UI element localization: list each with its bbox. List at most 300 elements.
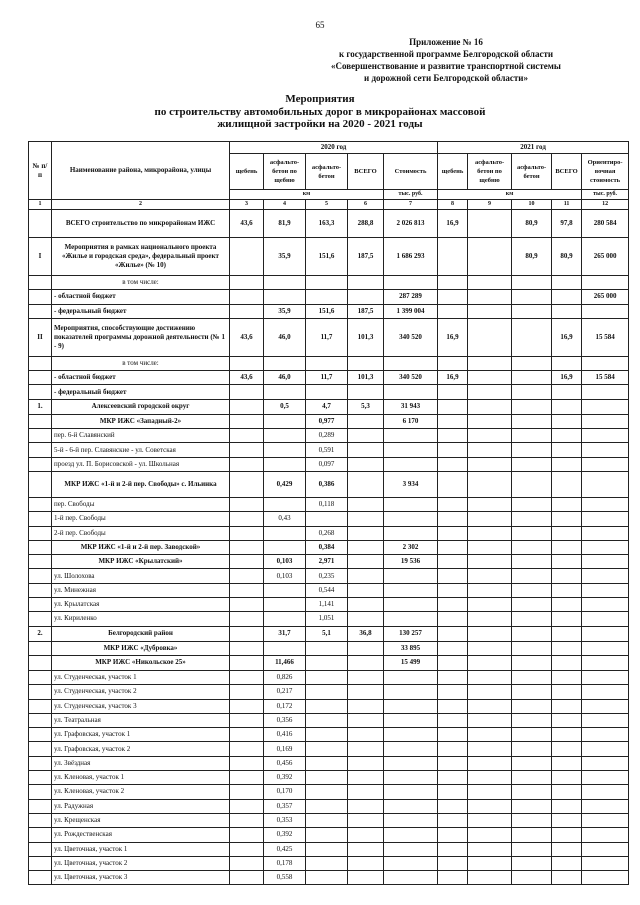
row-value (582, 670, 629, 684)
row-value (348, 828, 384, 842)
row-value (264, 540, 306, 554)
row-value (384, 385, 438, 399)
row-value: 0,356 (264, 713, 306, 727)
row-value (512, 414, 552, 428)
row-value (582, 569, 629, 583)
row-value (512, 555, 552, 569)
row-value (552, 756, 582, 770)
row-value (468, 670, 512, 684)
header-total: ВСЕГО (552, 154, 582, 190)
row-value (230, 356, 264, 370)
row-value: 80,9 (552, 238, 582, 276)
row-value (438, 540, 468, 554)
row-value (438, 742, 468, 756)
row-value: 0,353 (264, 813, 306, 827)
row-name: ул. Студенческая, участок 1 (52, 670, 230, 684)
row-name: 1-й пер. Свободы (52, 512, 230, 526)
row-value: 0,456 (264, 756, 306, 770)
row-value (468, 429, 512, 443)
row-value (230, 728, 264, 742)
row-value (264, 583, 306, 597)
row-number (29, 598, 52, 612)
row-value (552, 385, 582, 399)
row-value (230, 670, 264, 684)
row-value: 15 499 (384, 655, 438, 670)
col-number: 9 (468, 200, 512, 210)
row-value (348, 728, 384, 742)
row-value (230, 526, 264, 540)
row-value (468, 385, 512, 399)
row-value (552, 471, 582, 497)
row-value (468, 785, 512, 799)
row-value (438, 626, 468, 641)
row-value (582, 699, 629, 713)
row-value (230, 685, 264, 699)
header-asph: асфальто-бетон (512, 154, 552, 190)
table-row (29, 670, 629, 684)
row-value (468, 655, 512, 670)
header-year-2020: 2020 год (230, 142, 438, 154)
row-value (552, 728, 582, 742)
row-value: 0,289 (306, 429, 348, 443)
row-value (384, 785, 438, 799)
row-value (306, 828, 348, 842)
table-row (29, 371, 629, 385)
row-value: 0,425 (264, 842, 306, 856)
row-number (29, 856, 52, 870)
row-value: 0,43 (264, 512, 306, 526)
header-gravel: щебень (230, 154, 264, 190)
row-value (468, 828, 512, 842)
table-row (29, 540, 629, 554)
table-row (29, 471, 629, 497)
row-value (468, 399, 512, 414)
row-name: ул. Цветочная, участок 3 (52, 871, 230, 885)
row-name: - федеральный бюджет (52, 304, 230, 318)
row-value (582, 457, 629, 471)
table-row (29, 813, 629, 827)
row-value (384, 276, 438, 290)
row-value: 0,558 (264, 871, 306, 885)
row-value (468, 685, 512, 699)
row-name: МКР ИЖС «Никольское 25» (52, 655, 230, 670)
row-value (552, 670, 582, 684)
row-value (348, 641, 384, 655)
row-value (306, 385, 348, 399)
row-number (29, 799, 52, 813)
row-value (468, 210, 512, 238)
row-value (438, 771, 468, 785)
row-value: 16,9 (438, 210, 468, 238)
row-value (438, 399, 468, 414)
row-value (512, 457, 552, 471)
row-value (264, 414, 306, 428)
row-value: 0,5 (264, 399, 306, 414)
row-value (552, 713, 582, 727)
row-name: - областной бюджет (52, 371, 230, 385)
row-value (468, 356, 512, 370)
row-value (468, 555, 512, 569)
row-value: 15 584 (582, 318, 629, 356)
row-value (384, 813, 438, 827)
table-row (29, 276, 629, 290)
row-number (29, 385, 52, 399)
row-value (512, 842, 552, 856)
row-value (230, 771, 264, 785)
header-total: ВСЕГО (348, 154, 384, 190)
row-value (438, 238, 468, 276)
row-value (348, 385, 384, 399)
row-number (29, 555, 52, 569)
row-value (468, 371, 512, 385)
table-row (29, 713, 629, 727)
appendix-block (296, 36, 596, 84)
row-name: ул. Графовская, участок 1 (52, 728, 230, 742)
row-name: МКР ИЖС «1-й и 2-й пер. Свободы» с. Ильинка (52, 471, 230, 497)
row-value: 0,170 (264, 785, 306, 799)
row-value (348, 540, 384, 554)
row-value (468, 583, 512, 597)
row-value: 288,8 (348, 210, 384, 238)
col-number: 3 (230, 200, 264, 210)
row-value (438, 713, 468, 727)
row-value (230, 497, 264, 511)
row-number (29, 871, 52, 885)
row-name: 2-й пер. Свободы (52, 526, 230, 540)
row-value (438, 728, 468, 742)
row-value (468, 699, 512, 713)
row-value (552, 443, 582, 457)
table-row (29, 238, 629, 276)
table-row (29, 799, 629, 813)
row-value (438, 385, 468, 399)
row-number (29, 429, 52, 443)
col-number: 4 (264, 200, 306, 210)
row-number (29, 540, 52, 554)
row-value (512, 728, 552, 742)
row-value: 151,6 (306, 238, 348, 276)
row-value (512, 497, 552, 511)
row-value (438, 655, 468, 670)
row-value: 0,591 (306, 443, 348, 457)
col-number: 6 (348, 200, 384, 210)
row-value: 31 943 (384, 399, 438, 414)
row-value (468, 238, 512, 276)
row-value: 43,6 (230, 371, 264, 385)
row-value (552, 856, 582, 870)
row-value (512, 742, 552, 756)
row-value (582, 399, 629, 414)
row-value: 280 584 (582, 210, 629, 238)
row-value (348, 555, 384, 569)
row-value (512, 399, 552, 414)
row-value: 0,416 (264, 728, 306, 742)
header-asph-gravel: асфальто-бетон по щебню (468, 154, 512, 190)
row-value: 16,9 (552, 371, 582, 385)
row-number (29, 785, 52, 799)
row-value: 19 536 (384, 555, 438, 569)
row-value (512, 526, 552, 540)
row-value (512, 670, 552, 684)
row-value: 151,6 (306, 304, 348, 318)
row-value: 1,141 (306, 598, 348, 612)
row-number (29, 443, 52, 457)
row-value (512, 569, 552, 583)
row-value (348, 276, 384, 290)
row-value: 0,103 (264, 555, 306, 569)
row-number (29, 276, 52, 290)
row-value (512, 356, 552, 370)
row-value (552, 540, 582, 554)
row-value: 35,9 (264, 238, 306, 276)
row-value (264, 641, 306, 655)
row-value (512, 828, 552, 842)
row-value (438, 842, 468, 856)
title-line: жилищной застройки на 2020 - 2021 годы (217, 118, 423, 130)
row-value (438, 429, 468, 443)
row-value (582, 828, 629, 842)
table-row (29, 569, 629, 583)
header-est-cost: Ориентиро-вочная стоимость (582, 154, 629, 190)
row-value (264, 429, 306, 443)
row-value (468, 497, 512, 511)
table-row (29, 756, 629, 770)
row-value: 81,9 (264, 210, 306, 238)
row-value (552, 583, 582, 597)
row-name: ул. Графовская, участок 2 (52, 742, 230, 756)
row-number (29, 612, 52, 626)
row-name: в том числе: (52, 356, 230, 370)
row-value (384, 713, 438, 727)
row-value (230, 612, 264, 626)
row-value: 16,9 (438, 371, 468, 385)
row-value: 0,103 (264, 569, 306, 583)
row-value (306, 290, 348, 304)
row-name: МКР ИЖС «Западный-2» (52, 414, 230, 428)
row-value (582, 655, 629, 670)
row-value: 0,169 (264, 742, 306, 756)
row-number (29, 512, 52, 526)
row-value (230, 457, 264, 471)
row-value (384, 569, 438, 583)
row-name: ул. Кленовая, участок 2 (52, 785, 230, 799)
row-value (306, 842, 348, 856)
row-value (384, 429, 438, 443)
row-value (230, 290, 264, 304)
row-value (230, 443, 264, 457)
row-value (512, 871, 552, 885)
row-value (582, 713, 629, 727)
table-row (29, 304, 629, 318)
row-value (468, 512, 512, 526)
row-value (512, 799, 552, 813)
table-row (29, 399, 629, 414)
row-value (230, 414, 264, 428)
row-value: 5,3 (348, 399, 384, 414)
row-value (438, 699, 468, 713)
table-row (29, 414, 629, 428)
row-value (306, 356, 348, 370)
table-row (29, 856, 629, 870)
row-value (552, 290, 582, 304)
table-row (29, 429, 629, 443)
row-value (438, 598, 468, 612)
row-value (438, 670, 468, 684)
table-row (29, 655, 629, 670)
row-value (468, 540, 512, 554)
row-number (29, 497, 52, 511)
header-unit-rub: тыс. руб. (582, 190, 629, 200)
row-value: 16,9 (438, 318, 468, 356)
row-value (348, 771, 384, 785)
row-value (582, 385, 629, 399)
row-value (264, 526, 306, 540)
row-value: 15 584 (582, 371, 629, 385)
row-number: II (29, 318, 52, 356)
row-value (582, 276, 629, 290)
row-value (438, 497, 468, 511)
row-value (552, 526, 582, 540)
row-value (348, 785, 384, 799)
row-value (552, 828, 582, 842)
row-value (582, 540, 629, 554)
header-year-2021: 2021 год (438, 142, 629, 154)
row-value (264, 385, 306, 399)
row-value (582, 685, 629, 699)
document-title (0, 93, 640, 131)
table-row (29, 290, 629, 304)
row-value (468, 612, 512, 626)
table-row (29, 828, 629, 842)
row-number (29, 526, 52, 540)
row-value (230, 471, 264, 497)
row-value (384, 728, 438, 742)
table-row (29, 443, 629, 457)
row-value: 1,051 (306, 612, 348, 626)
header-unit-rub: тыс. руб. (384, 190, 438, 200)
row-value (582, 471, 629, 497)
row-value (468, 641, 512, 655)
col-number: 5 (306, 200, 348, 210)
table-row (29, 583, 629, 597)
row-value (552, 813, 582, 827)
row-value: 0,268 (306, 526, 348, 540)
table-row (29, 699, 629, 713)
row-value (468, 414, 512, 428)
row-value (264, 598, 306, 612)
row-value (264, 497, 306, 511)
row-value: 5,1 (306, 626, 348, 641)
row-value: 0,235 (306, 569, 348, 583)
row-value (348, 655, 384, 670)
row-value: 1 686 293 (384, 238, 438, 276)
row-value (306, 641, 348, 655)
col-number: 7 (384, 200, 438, 210)
row-value: 287 289 (384, 290, 438, 304)
row-value: 31,7 (264, 626, 306, 641)
row-value (230, 555, 264, 569)
row-value (438, 612, 468, 626)
row-value (468, 471, 512, 497)
col-number: 2 (52, 200, 230, 210)
row-value (552, 399, 582, 414)
row-value: 0,429 (264, 471, 306, 497)
row-value (384, 457, 438, 471)
row-value (582, 871, 629, 885)
row-value (230, 713, 264, 727)
page-number: 65 (315, 20, 325, 30)
row-value: 265 000 (582, 290, 629, 304)
row-value: 6 170 (384, 414, 438, 428)
row-name: ул. Цветочная, участок 1 (52, 842, 230, 856)
row-value (348, 526, 384, 540)
col-number: 8 (438, 200, 468, 210)
row-value (582, 356, 629, 370)
header-cost: Стоимость (384, 154, 438, 190)
table-row (29, 685, 629, 699)
row-value (348, 713, 384, 727)
row-value (552, 742, 582, 756)
row-value (306, 813, 348, 827)
row-value (582, 742, 629, 756)
row-value (552, 842, 582, 856)
col-number: 1 (29, 200, 52, 210)
row-value: 16,9 (552, 318, 582, 356)
row-value (552, 497, 582, 511)
row-value (552, 785, 582, 799)
row-value (384, 583, 438, 597)
row-value (468, 290, 512, 304)
row-value (582, 813, 629, 827)
row-value (438, 526, 468, 540)
row-value (582, 304, 629, 318)
row-value (306, 742, 348, 756)
row-number (29, 655, 52, 670)
row-value (264, 356, 306, 370)
row-value: 163,3 (306, 210, 348, 238)
row-value (582, 728, 629, 742)
row-value (230, 756, 264, 770)
row-value: 0,384 (306, 540, 348, 554)
row-number (29, 641, 52, 655)
row-name: ул. Цветочная, участок 2 (52, 856, 230, 870)
row-value (512, 512, 552, 526)
row-number (29, 583, 52, 597)
row-value (230, 598, 264, 612)
row-value (512, 785, 552, 799)
row-name: - федеральный бюджет (52, 385, 230, 399)
row-number (29, 304, 52, 318)
table-row (29, 598, 629, 612)
row-value: 0,826 (264, 670, 306, 684)
row-value (468, 626, 512, 641)
row-value (468, 742, 512, 756)
row-value: 130 257 (384, 626, 438, 641)
row-value (264, 443, 306, 457)
row-value (384, 512, 438, 526)
row-value (468, 871, 512, 885)
row-value (306, 670, 348, 684)
row-value (582, 443, 629, 457)
appendix-line: Приложение № 16 (409, 37, 483, 47)
row-value: 0,172 (264, 699, 306, 713)
row-name: ул. Рождественская (52, 828, 230, 842)
row-value (384, 742, 438, 756)
row-value (348, 612, 384, 626)
row-name: ул. Театральная (52, 713, 230, 727)
row-value (512, 598, 552, 612)
row-value (306, 713, 348, 727)
